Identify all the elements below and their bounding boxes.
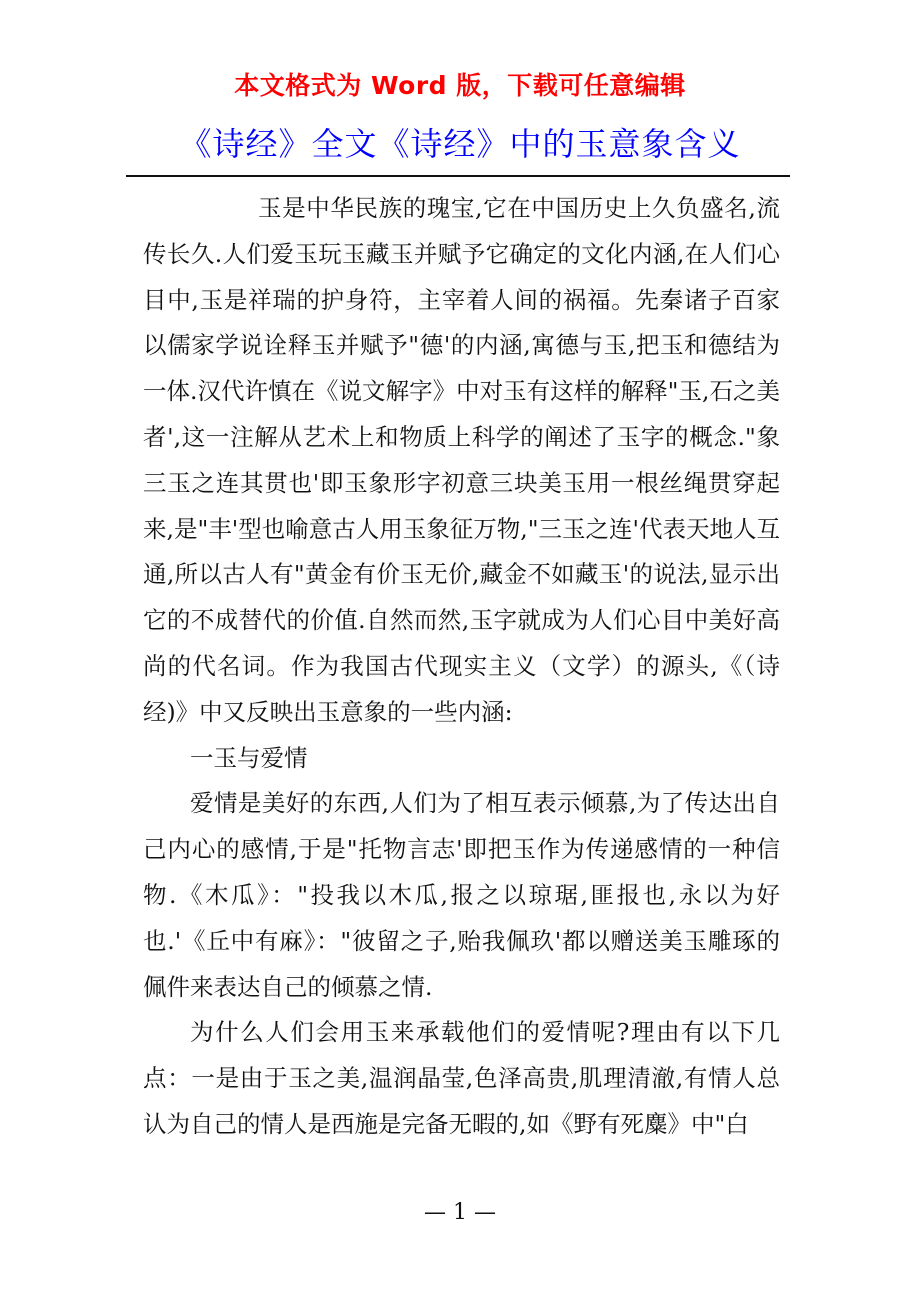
- love-paragraph: 爱情是美好的东西,人们为了相互表示倾慕,为了传达出自己内心的感情,于是"托物言志'即把玉作为传递感情的一种信物.《木瓜》："投我以木瓜,报之以琼琚,匪报也,永以为好也.'《丘中有麻》："彼留之子,贻我佩玖'都以赠送美玉雕琢的佩件来表达自己的倾慕之情.: [143, 789, 780, 1001]
- format-notice-banner: 本文格式为 Word 版，下载可任意编辑: [234, 71, 686, 100]
- page-number: — 1 —: [424, 1200, 496, 1225]
- title-divider: [126, 175, 790, 177]
- reason-paragraph: 为什么人们会用玉来承载他们的爱情呢?理由有以下几点：一是由于玉之美,温润晶莹,色泽高贵,肌理清澈,有情人总认为自己的情人是西施是完备无暇的,如《野有死麋》中"白: [143, 1018, 780, 1138]
- document-title: 《诗经》全文《诗经》中的玉意象含义: [179, 125, 741, 163]
- intro-paragraph: 玉是中华民族的瑰宝,它在中国历史上久负盛名,流传长久.人们爱玉玩玉藏玉并赋予它确定的文化内涵,在人们心目中,玉是祥瑞的护身符，主宰着人间的祸福。先秦诸子百家以儒家学说诠释玉并赋予"德'的内涵,寓德与玉,把玉和德结为一体.汉代许慎在《说文解字》中对玉有这样的解释"玉,石之美者',这一注解从艺术上和物质上科学的阐述了玉字的概念."象三玉之连其贯也'即玉象形字初意三块美玉用一根丝绳贯穿起来,是"丰'型也喻意古人用玉象征万物,"三玉之连'代表天地人互通,所以古人有"黄金有价玉无价,藏金不如藏玉'的说法,显示出它的不成替代的价值.自然而然,玉字就成为人们心目中美好高尚的代名词。作为我国古代现实主义（文学）的源头,《（诗经)》中又反映出玉意象的一些内涵:: [143, 194, 780, 726]
- document-body: [143, 186, 780, 1148]
- section-heading: 一玉与爱情: [190, 743, 308, 772]
